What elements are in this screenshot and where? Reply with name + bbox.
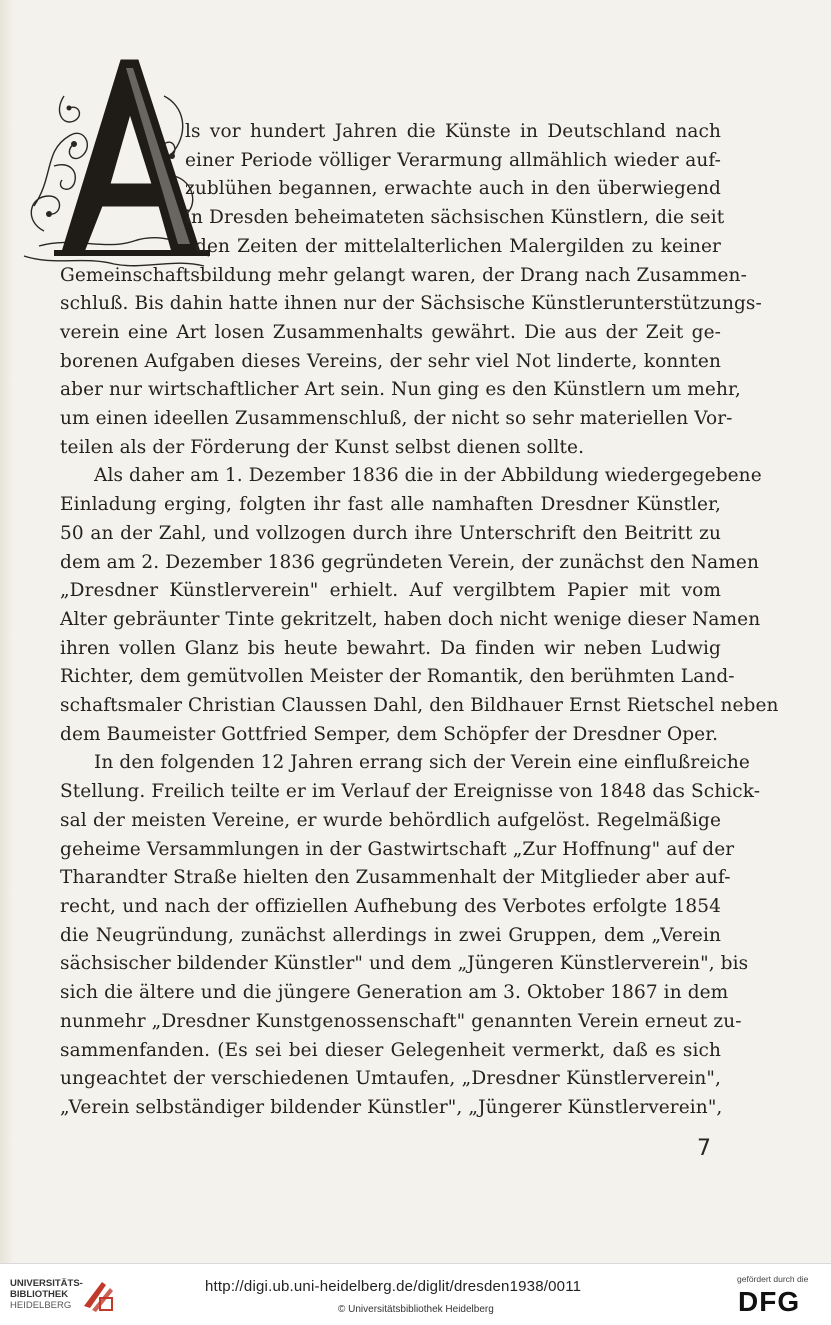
text-line: aber nur wirtschaftlicher Art sein. Nun ging es den Künstlern um mehr, — [60, 379, 741, 401]
text-line: verein eine Art losen Zusammenhalts gewährt. Die aus der Zeit ge- — [60, 321, 721, 343]
footer-bar — [0, 1263, 831, 1325]
text-line: ihren vollen Glanz bis heute bewahrt. Da finden wir neben Ludwig — [60, 637, 721, 659]
text-line: teilen als der Förderung der Kunst selbst dienen sollte. — [60, 436, 585, 458]
text-line: einer Periode völliger Verarmung allmählich wieder auf- — [185, 149, 721, 171]
text-line: dem Baumeister Gottfried Semper, dem Schöpfer der Dresdner Oper. — [60, 723, 719, 745]
text-line: In den folgenden 12 Jahren errang sich der Verein eine einflußreiche — [94, 752, 750, 774]
text-line: borenen Aufgaben dieses Vereins, der sehr viel Not linderte, konnten — [60, 350, 721, 372]
text-line: sal der meisten Vereine, er wurde behördlich aufgelöst. Regelmäßige — [60, 809, 721, 831]
text-line: Alter gebräunter Tinte gekritzelt, haben doch nicht wenige dieser Namen — [60, 608, 761, 630]
copyright-notice: © Universitätsbibliothek Heidelberg — [338, 1304, 494, 1315]
text-line: Gemeinschaftsbildung mehr gelangt waren, der Drang nach Zusammen- — [60, 264, 747, 286]
text-line: die Neugründung, zunächst allerdings in zwei Gruppen, dem „Verein — [60, 924, 721, 946]
text-line: „Verein selbständiger bildender Künstler", „Jüngerer Künstlerverein", — [60, 1096, 723, 1118]
text-line: nunmehr „Dresdner Kunstgenossenschaft" genannten Verein erneut zu- — [60, 1010, 742, 1032]
library-name-line1: UNIVERSITÄTS- — [10, 1278, 83, 1289]
library-name — [10, 1278, 83, 1311]
text-line: Richter, dem gemütvollen Meister der Romantik, den berühmten Land- — [60, 666, 735, 688]
text-line: um einen ideellen Zusammenschluß, der nicht so sehr materiellen Vor- — [60, 408, 733, 430]
text-line: Als daher am 1. Dezember 1836 die in der Abbildung wiedergegebene — [94, 465, 762, 487]
text-line: sächsischer bildender Künstler" und dem „Jüngeren Künstlerverein", bis — [60, 953, 749, 975]
library-logo-icon — [80, 1276, 116, 1314]
text-line: schluß. Bis dahin hatte ihnen nur der Sächsische Künstlerunterstützungs- — [60, 293, 762, 315]
text-line: geheime Versammlungen in der Gastwirtschaft „Zur Hoffnung" auf der — [60, 838, 735, 860]
text-line: sich die ältere und die jüngere Generation am 3. Oktober 1867 in dem — [60, 982, 729, 1004]
page-number: 7 — [697, 1136, 711, 1161]
dfg-logo: DFG — [738, 1286, 801, 1317]
source-link[interactable]: http://digi.ub.uni-heidelberg.de/diglit/dresden1938/0011 — [205, 1278, 582, 1295]
text-line: den Zeiten der mittelalterlichen Malergilden zu keiner — [195, 235, 721, 257]
text-line: recht, und nach der offiziellen Aufhebung des Verbotes erfolgte 1854 — [60, 895, 721, 917]
text-line: „Dresdner Künstlerverein" erhielt. Auf vergilbtem Papier mit vom — [60, 580, 721, 602]
text-line: schaftsmaler Christian Claussen Dahl, den Bildhauer Ernst Rietschel neben — [60, 695, 779, 717]
funding-note: gefördert durch die — [737, 1274, 809, 1284]
text-line: ungeachtet der verschiedenen Umtaufen, „Dresdner Künstlerverein", — [60, 1068, 721, 1090]
text-line: dem am 2. Dezember 1836 gegründeten Verein, der zunächst den Namen — [60, 551, 759, 573]
body-text — [60, 118, 779, 1123]
library-name-line2: BIBLIOTHEK — [10, 1289, 69, 1300]
text-line: 50 an der Zahl, und vollzogen durch ihre Unterschrift den Beitritt zu — [60, 522, 721, 544]
text-line: Tharandter Straße hielten den Zusammenhalt der Mitglieder aber auf- — [60, 867, 731, 889]
text-line: Stellung. Freilich teilte er im Verlauf der Ereignisse von 1848 das Schick- — [60, 781, 761, 803]
text-line: ls vor hundert Jahren die Künste in Deutschland nach — [185, 121, 721, 142]
text-line: in Dresden beheimateten sächsischen Künstlern, die seit — [185, 207, 725, 229]
text-line: zublühen begannen, erwachte auch in den überwiegend — [185, 178, 721, 200]
text-line: Einladung erging, folgten ihr fast alle namhaften Dresdner Künstler, — [60, 494, 721, 516]
text-line: sammenfanden. (Es sei bei dieser Gelegenheit vermerkt, daß es sich — [60, 1039, 721, 1061]
library-name-line3: HEIDELBERG — [10, 1300, 72, 1311]
